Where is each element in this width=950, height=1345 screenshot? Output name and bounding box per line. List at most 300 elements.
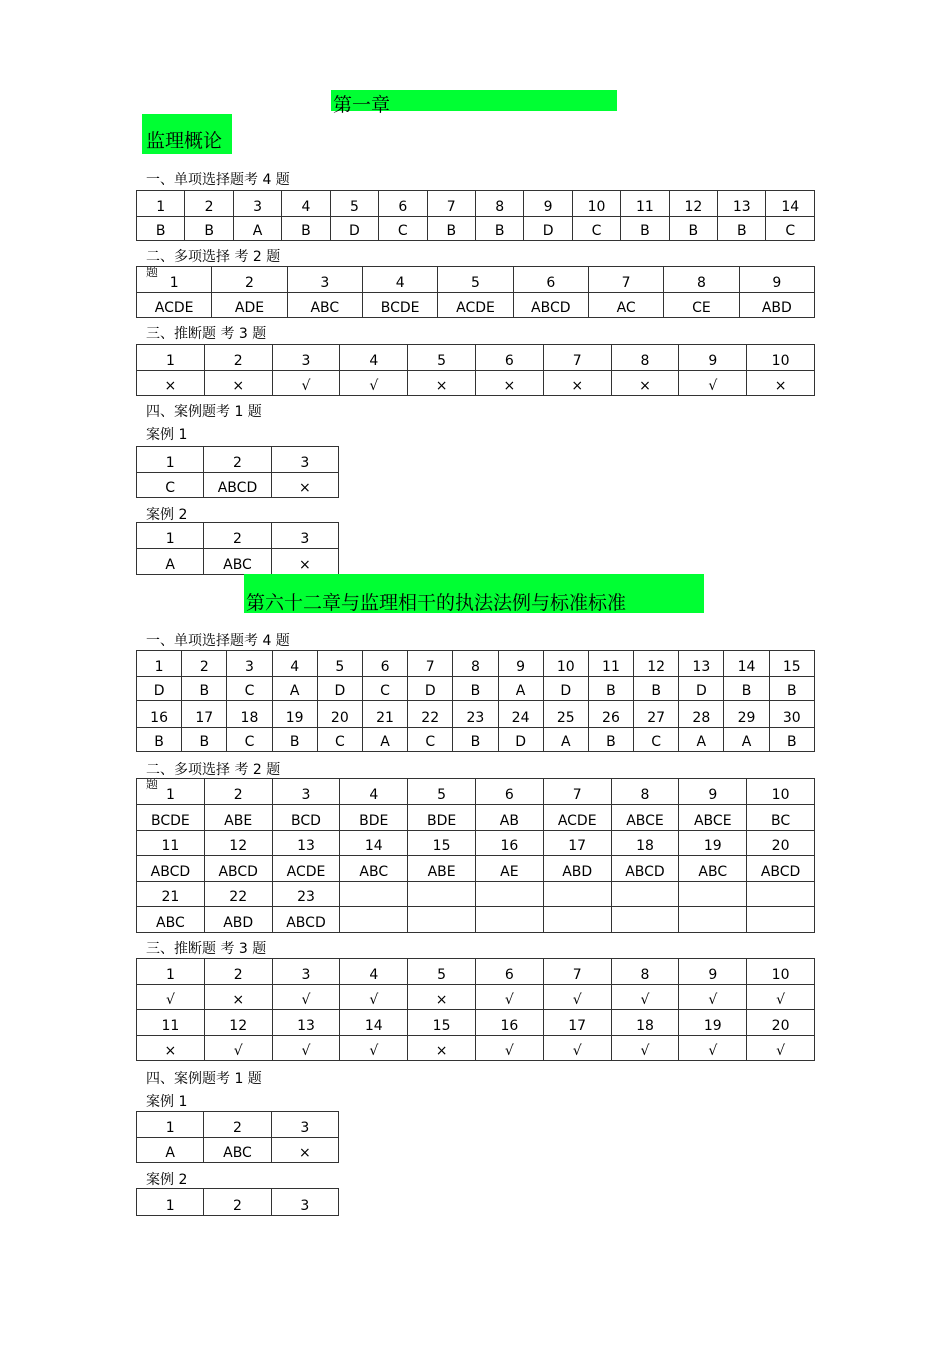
question-number-cell bbox=[611, 882, 679, 907]
ch62-case1-table bbox=[136, 1111, 339, 1163]
answer-cell: A bbox=[362, 728, 407, 752]
question-number-cell: 6 bbox=[475, 345, 543, 371]
question-number-cell: 1 bbox=[137, 1112, 204, 1138]
answer-cell bbox=[408, 907, 476, 933]
ch62-single-table bbox=[136, 650, 815, 752]
question-number-cell: 1 bbox=[137, 345, 205, 371]
answer-cell bbox=[475, 907, 543, 933]
answer-cell: B bbox=[588, 728, 633, 752]
question-number-cell: 13 bbox=[718, 191, 766, 217]
answer-cell: A bbox=[137, 549, 204, 575]
question-number-cell: 12 bbox=[204, 831, 272, 856]
ch1-case2-table bbox=[136, 522, 339, 575]
answer-cell: D bbox=[679, 677, 724, 701]
question-number-cell: 2 bbox=[204, 779, 272, 805]
answer-row bbox=[137, 473, 339, 498]
answer-cell: C bbox=[227, 728, 272, 752]
question-number-cell: 14 bbox=[766, 191, 815, 217]
question-number-cell: 22 bbox=[408, 701, 453, 728]
question-number-cell: 8 bbox=[611, 959, 679, 985]
ch1-judge-heading: 三、推断题 考 3 题 bbox=[146, 326, 267, 342]
answer-cell: C bbox=[362, 677, 407, 701]
answer-cell: × bbox=[271, 1138, 338, 1163]
answer-cell: B bbox=[475, 217, 523, 241]
ch1-multi-table bbox=[136, 266, 815, 318]
answer-cell: ABD bbox=[543, 856, 611, 882]
question-number-cell: 5 bbox=[408, 959, 476, 985]
question-number-cell: 18 bbox=[227, 701, 272, 728]
question-number-cell: 4 bbox=[340, 779, 408, 805]
answer-cell: B bbox=[769, 728, 814, 752]
question-number-cell: 14 bbox=[724, 651, 769, 677]
answer-cell: B bbox=[634, 677, 679, 701]
answer-cell: ABCD bbox=[204, 856, 272, 882]
question-number-cell bbox=[475, 882, 543, 907]
answer-cell: ABCE bbox=[679, 805, 747, 831]
ch1-judge-table bbox=[136, 344, 815, 396]
question-number-cell: 6 bbox=[362, 651, 407, 677]
question-number-cell: 16 bbox=[475, 1010, 543, 1036]
question-number-cell: 19 bbox=[679, 831, 747, 856]
ch62-multi-overflow: 题 bbox=[146, 777, 159, 791]
answer-cell: ABCE bbox=[611, 805, 679, 831]
question-number-cell: 25 bbox=[543, 701, 588, 728]
question-number-cell: 24 bbox=[498, 701, 543, 728]
answer-cell: × bbox=[271, 549, 338, 575]
question-number-cell: 6 bbox=[513, 267, 588, 293]
question-number-cell: 7 bbox=[543, 959, 611, 985]
answer-cell: C bbox=[572, 217, 620, 241]
answer-cell: BCD bbox=[272, 805, 340, 831]
question-number-cell: 14 bbox=[340, 831, 408, 856]
answer-row bbox=[137, 1138, 339, 1163]
question-number-cell: 5 bbox=[438, 267, 513, 293]
answer-cell bbox=[679, 907, 747, 933]
answer-cell: B bbox=[453, 728, 498, 752]
answer-cell: √ bbox=[340, 371, 408, 396]
question-number-row bbox=[137, 959, 815, 985]
answer-cell bbox=[340, 907, 408, 933]
question-number-cell: 8 bbox=[453, 651, 498, 677]
question-number-cell: 2 bbox=[204, 1189, 271, 1216]
ch62-case1-label: 案例 1 bbox=[146, 1094, 188, 1110]
question-number-row bbox=[137, 345, 815, 371]
answer-cell: ABCD bbox=[747, 856, 815, 882]
answer-cell: C bbox=[137, 473, 204, 498]
question-number-cell: 12 bbox=[634, 651, 679, 677]
answer-row bbox=[137, 856, 815, 882]
answer-cell: D bbox=[330, 217, 378, 241]
answer-cell: B bbox=[724, 677, 769, 701]
question-number-cell: 28 bbox=[679, 701, 724, 728]
answer-cell: ABCD bbox=[513, 293, 588, 318]
answer-cell: ABCD bbox=[611, 856, 679, 882]
question-number-cell: 20 bbox=[747, 831, 815, 856]
question-number-row bbox=[137, 1112, 339, 1138]
answer-cell: BCDE bbox=[362, 293, 437, 318]
answer-cell: × bbox=[137, 1036, 205, 1061]
question-number-cell: 5 bbox=[317, 651, 362, 677]
answer-cell: D bbox=[137, 677, 182, 701]
question-number-cell: 17 bbox=[543, 1010, 611, 1036]
question-number-cell: 3 bbox=[287, 267, 362, 293]
answer-cell bbox=[543, 907, 611, 933]
answer-cell: B bbox=[718, 217, 766, 241]
question-number-row bbox=[137, 831, 815, 856]
question-number-cell: 5 bbox=[408, 779, 476, 805]
answer-cell: B bbox=[427, 217, 475, 241]
answer-cell: × bbox=[475, 371, 543, 396]
answer-cell: × bbox=[408, 1036, 476, 1061]
question-number-cell: 2 bbox=[204, 345, 272, 371]
answer-cell: BC bbox=[747, 805, 815, 831]
question-number-cell: 16 bbox=[475, 831, 543, 856]
question-number-cell bbox=[340, 882, 408, 907]
answer-row bbox=[137, 805, 815, 831]
answer-cell: C bbox=[379, 217, 427, 241]
question-number-cell: 1 bbox=[137, 267, 212, 293]
answer-row bbox=[137, 293, 815, 318]
question-number-cell: 3 bbox=[272, 959, 340, 985]
question-number-row bbox=[137, 1189, 339, 1216]
answer-cell: A bbox=[724, 728, 769, 752]
question-number-cell bbox=[679, 882, 747, 907]
answer-cell: √ bbox=[475, 1036, 543, 1061]
answer-cell: √ bbox=[679, 1036, 747, 1061]
question-number-cell: 11 bbox=[137, 1010, 205, 1036]
question-number-row bbox=[137, 701, 815, 728]
question-number-cell: 11 bbox=[588, 651, 633, 677]
answer-cell: ABE bbox=[204, 805, 272, 831]
answer-cell: C bbox=[408, 728, 453, 752]
answer-cell: √ bbox=[340, 1036, 408, 1061]
answer-cell: √ bbox=[543, 985, 611, 1010]
answer-cell: ABCD bbox=[137, 856, 205, 882]
question-number-cell: 2 bbox=[204, 959, 272, 985]
question-number-cell: 18 bbox=[611, 1010, 679, 1036]
question-number-cell: 14 bbox=[340, 1010, 408, 1036]
question-number-cell: 17 bbox=[182, 701, 227, 728]
ch62-cases-heading: 四、案例题考 1 题 bbox=[146, 1071, 262, 1087]
answer-row bbox=[137, 728, 815, 752]
question-number-cell: 9 bbox=[524, 191, 572, 217]
question-number-cell: 13 bbox=[679, 651, 724, 677]
answer-cell: B bbox=[137, 217, 185, 241]
question-number-row bbox=[137, 191, 815, 217]
answer-cell: × bbox=[271, 473, 338, 498]
ch1-multi-heading: 二、多项选择 考 2 题 bbox=[146, 249, 281, 265]
question-number-row bbox=[137, 1010, 815, 1036]
answer-cell: √ bbox=[747, 1036, 815, 1061]
answer-cell: B bbox=[769, 677, 814, 701]
question-number-cell: 7 bbox=[543, 345, 611, 371]
answer-cell: A bbox=[233, 217, 281, 241]
answer-row bbox=[137, 907, 815, 933]
answer-cell: × bbox=[747, 371, 815, 396]
question-number-cell: 7 bbox=[427, 191, 475, 217]
question-number-cell: 13 bbox=[272, 1010, 340, 1036]
question-number-cell: 9 bbox=[739, 267, 814, 293]
answer-cell: A bbox=[137, 1138, 204, 1163]
ch62-case2-label: 案例 2 bbox=[146, 1172, 188, 1188]
question-number-cell: 7 bbox=[543, 779, 611, 805]
question-number-cell: 15 bbox=[408, 1010, 476, 1036]
question-number-cell: 3 bbox=[227, 651, 272, 677]
answer-cell: ACDE bbox=[438, 293, 513, 318]
answer-cell: AC bbox=[588, 293, 663, 318]
answer-cell: B bbox=[137, 728, 182, 752]
question-number-cell: 15 bbox=[408, 831, 476, 856]
question-number-cell: 2 bbox=[185, 191, 233, 217]
question-number-cell: 2 bbox=[204, 447, 271, 473]
question-number-cell: 4 bbox=[340, 345, 408, 371]
answer-cell: ADE bbox=[212, 293, 287, 318]
question-number-cell: 15 bbox=[769, 651, 814, 677]
question-number-cell: 10 bbox=[747, 959, 815, 985]
question-number-cell: 21 bbox=[137, 882, 205, 907]
question-number-cell: 5 bbox=[330, 191, 378, 217]
answer-cell bbox=[747, 907, 815, 933]
question-number-cell: 20 bbox=[747, 1010, 815, 1036]
ch62-single-heading: 一、单项选择题考 4 题 bbox=[146, 633, 290, 649]
question-number-cell bbox=[543, 882, 611, 907]
answer-cell: ABCD bbox=[272, 907, 340, 933]
answer-cell: ABC bbox=[287, 293, 362, 318]
answer-cell: BCDE bbox=[137, 805, 205, 831]
ch62-case2-table bbox=[136, 1188, 339, 1216]
question-number-cell: 5 bbox=[408, 345, 476, 371]
question-number-row bbox=[137, 523, 339, 549]
answer-cell: √ bbox=[679, 371, 747, 396]
answer-cell: √ bbox=[611, 985, 679, 1010]
question-number-cell: 1 bbox=[137, 523, 204, 549]
answer-cell: B bbox=[182, 728, 227, 752]
answer-cell: BDE bbox=[408, 805, 476, 831]
ch1-multi-overflow: 题 bbox=[146, 265, 159, 279]
question-number-cell: 2 bbox=[182, 651, 227, 677]
question-number-cell: 1 bbox=[137, 779, 205, 805]
question-number-cell: 22 bbox=[204, 882, 272, 907]
answer-cell: D bbox=[543, 677, 588, 701]
question-number-cell: 11 bbox=[621, 191, 669, 217]
question-number-cell: 7 bbox=[408, 651, 453, 677]
answer-cell: ABC bbox=[137, 907, 205, 933]
answer-cell: × bbox=[204, 371, 272, 396]
ch62-judge-heading: 三、推断题 考 3 题 bbox=[146, 941, 267, 957]
question-number-cell: 9 bbox=[679, 959, 747, 985]
answer-cell: ABCD bbox=[204, 473, 271, 498]
answer-cell: ABD bbox=[204, 907, 272, 933]
answer-row bbox=[137, 677, 815, 701]
question-number-row bbox=[137, 779, 815, 805]
ch1-case1-table bbox=[136, 446, 339, 498]
question-number-row bbox=[137, 882, 815, 907]
question-number-cell bbox=[408, 882, 476, 907]
question-number-cell: 4 bbox=[282, 191, 330, 217]
question-number-cell: 3 bbox=[271, 447, 338, 473]
question-number-cell: 3 bbox=[233, 191, 281, 217]
question-number-cell: 21 bbox=[362, 701, 407, 728]
chapter62-title: 第六十二章与监理相干的执法法例与标准标准 bbox=[246, 592, 627, 614]
chapter1-subtitle: 监理概论 bbox=[146, 130, 223, 152]
answer-cell: √ bbox=[475, 985, 543, 1010]
answer-cell: B bbox=[453, 677, 498, 701]
question-number-cell: 11 bbox=[137, 831, 205, 856]
answer-cell: ABE bbox=[408, 856, 476, 882]
answer-cell: ACDE bbox=[543, 805, 611, 831]
answer-cell: D bbox=[498, 728, 543, 752]
answer-cell: C bbox=[317, 728, 362, 752]
question-number-row bbox=[137, 267, 815, 293]
question-number-cell: 9 bbox=[498, 651, 543, 677]
question-number-cell: 6 bbox=[379, 191, 427, 217]
question-number-cell: 3 bbox=[272, 345, 340, 371]
answer-cell: √ bbox=[543, 1036, 611, 1061]
answer-cell: B bbox=[272, 728, 317, 752]
question-number-cell: 12 bbox=[669, 191, 717, 217]
question-number-cell: 30 bbox=[769, 701, 814, 728]
answer-cell: × bbox=[408, 371, 476, 396]
answer-row bbox=[137, 1036, 815, 1061]
answer-cell: √ bbox=[137, 985, 205, 1010]
answer-cell: AB bbox=[475, 805, 543, 831]
question-number-cell: 1 bbox=[137, 959, 205, 985]
answer-cell: C bbox=[766, 217, 815, 241]
question-number-cell: 10 bbox=[572, 191, 620, 217]
answer-cell: √ bbox=[204, 1036, 272, 1061]
answer-cell: ABC bbox=[204, 549, 271, 575]
ch1-single-heading: 一、单项选择题考 4 题 bbox=[146, 172, 290, 188]
answer-row bbox=[137, 985, 815, 1010]
chapter1-title: 第一章 bbox=[333, 94, 391, 116]
answer-cell: ABC bbox=[679, 856, 747, 882]
answer-cell: × bbox=[611, 371, 679, 396]
question-number-cell: 18 bbox=[611, 831, 679, 856]
answer-cell: ABD bbox=[739, 293, 814, 318]
answer-row bbox=[137, 371, 815, 396]
question-number-cell: 27 bbox=[634, 701, 679, 728]
question-number-cell: 1 bbox=[137, 191, 185, 217]
ch1-cases-heading: 四、案例题考 1 题 bbox=[146, 404, 262, 420]
question-number-cell: 23 bbox=[453, 701, 498, 728]
question-number-cell: 3 bbox=[271, 1112, 338, 1138]
answer-cell: A bbox=[498, 677, 543, 701]
question-number-cell: 1 bbox=[137, 651, 182, 677]
answer-cell: × bbox=[408, 985, 476, 1010]
answer-cell: ABC bbox=[340, 856, 408, 882]
answer-cell: A bbox=[679, 728, 724, 752]
answer-cell: B bbox=[182, 677, 227, 701]
answer-cell: ACDE bbox=[272, 856, 340, 882]
question-number-cell: 4 bbox=[362, 267, 437, 293]
answer-cell: B bbox=[282, 217, 330, 241]
answer-cell: D bbox=[408, 677, 453, 701]
question-number-cell: 10 bbox=[747, 345, 815, 371]
ch62-judge-table bbox=[136, 958, 815, 1061]
question-number-cell: 10 bbox=[543, 651, 588, 677]
question-number-cell: 6 bbox=[475, 779, 543, 805]
answer-cell: D bbox=[524, 217, 572, 241]
question-number-cell: 29 bbox=[724, 701, 769, 728]
answer-cell: AE bbox=[475, 856, 543, 882]
answer-cell: √ bbox=[747, 985, 815, 1010]
question-number-row bbox=[137, 447, 339, 473]
question-number-cell: 2 bbox=[212, 267, 287, 293]
answer-cell: √ bbox=[611, 1036, 679, 1061]
answer-row bbox=[137, 549, 339, 575]
ch1-case1-label: 案例 1 bbox=[146, 427, 188, 443]
question-number-cell: 12 bbox=[204, 1010, 272, 1036]
answer-cell: C bbox=[634, 728, 679, 752]
answer-row bbox=[137, 217, 815, 241]
ch1-single-table bbox=[136, 190, 815, 241]
question-number-cell: 1 bbox=[137, 1189, 204, 1216]
answer-cell: √ bbox=[272, 371, 340, 396]
question-number-cell: 9 bbox=[679, 345, 747, 371]
question-number-cell: 8 bbox=[611, 779, 679, 805]
question-number-cell: 3 bbox=[271, 1189, 338, 1216]
answer-cell: ACDE bbox=[137, 293, 212, 318]
question-number-cell: 7 bbox=[588, 267, 663, 293]
answer-cell: B bbox=[669, 217, 717, 241]
answer-cell: ABC bbox=[204, 1138, 271, 1163]
answer-cell: CE bbox=[664, 293, 739, 318]
question-number-cell: 19 bbox=[272, 701, 317, 728]
answer-cell: × bbox=[543, 371, 611, 396]
question-number-cell: 2 bbox=[204, 523, 271, 549]
question-number-cell: 23 bbox=[272, 882, 340, 907]
question-number-cell: 9 bbox=[679, 779, 747, 805]
ch62-multi-heading: 二、多项选择 考 2 题 bbox=[146, 762, 281, 778]
question-number-cell: 19 bbox=[679, 1010, 747, 1036]
question-number-row bbox=[137, 651, 815, 677]
question-number-cell: 17 bbox=[543, 831, 611, 856]
question-number-cell: 8 bbox=[611, 345, 679, 371]
answer-cell: √ bbox=[340, 985, 408, 1010]
question-number-cell: 16 bbox=[137, 701, 182, 728]
answer-cell: C bbox=[227, 677, 272, 701]
answer-cell: A bbox=[272, 677, 317, 701]
question-number-cell: 10 bbox=[747, 779, 815, 805]
question-number-cell: 26 bbox=[588, 701, 633, 728]
question-number-cell: 3 bbox=[271, 523, 338, 549]
answer-cell: √ bbox=[272, 1036, 340, 1061]
question-number-cell: 3 bbox=[272, 779, 340, 805]
answer-cell: √ bbox=[272, 985, 340, 1010]
answer-cell: B bbox=[588, 677, 633, 701]
question-number-cell: 1 bbox=[137, 447, 204, 473]
question-number-cell: 4 bbox=[272, 651, 317, 677]
answer-cell: × bbox=[204, 985, 272, 1010]
question-number-cell: 2 bbox=[204, 1112, 271, 1138]
answer-cell: D bbox=[317, 677, 362, 701]
question-number-cell: 8 bbox=[475, 191, 523, 217]
question-number-cell: 8 bbox=[664, 267, 739, 293]
question-number-cell: 13 bbox=[272, 831, 340, 856]
answer-cell: B bbox=[185, 217, 233, 241]
ch62-multi-table bbox=[136, 778, 815, 933]
answer-cell: A bbox=[543, 728, 588, 752]
answer-cell: B bbox=[621, 217, 669, 241]
ch1-case2-label: 案例 2 bbox=[146, 507, 188, 523]
answer-cell: BDE bbox=[340, 805, 408, 831]
question-number-cell: 4 bbox=[340, 959, 408, 985]
question-number-cell bbox=[747, 882, 815, 907]
answer-cell: √ bbox=[679, 985, 747, 1010]
answer-cell: × bbox=[137, 371, 205, 396]
question-number-cell: 6 bbox=[475, 959, 543, 985]
answer-cell bbox=[611, 907, 679, 933]
